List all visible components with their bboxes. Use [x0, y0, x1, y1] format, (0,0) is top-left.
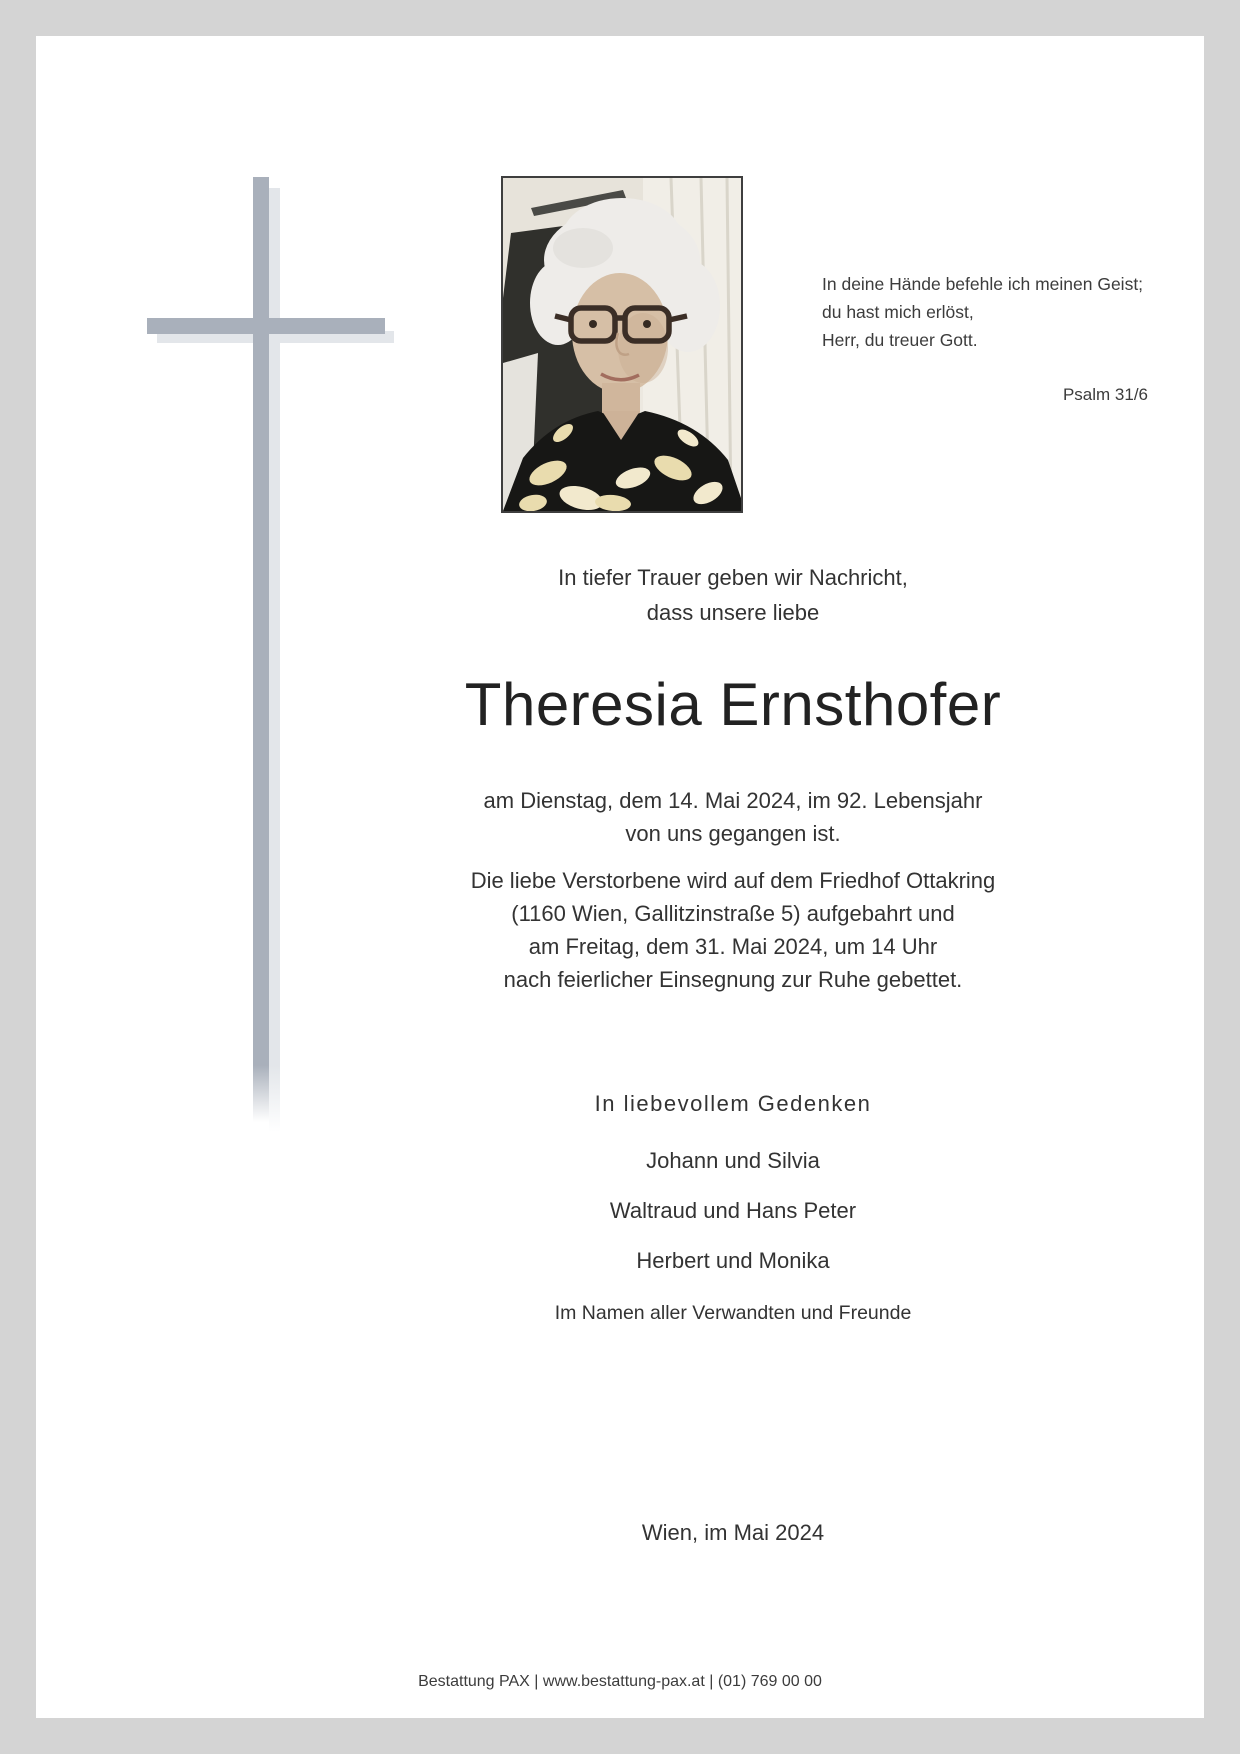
cross-horizontal-bar	[147, 318, 385, 334]
quote-line: In deine Hände befehle ich meinen Geist;	[822, 274, 1144, 294]
funeral-details	[336, 864, 1130, 996]
portrait-photo	[501, 176, 743, 513]
mourner-name: Johann und Silvia	[646, 1148, 820, 1173]
funeral-line: Die liebe Verstorbene wird auf dem Friedhof Ottakring	[470, 868, 996, 893]
footer-separator: |	[529, 1673, 543, 1690]
mourner-name: Herbert und Monika	[636, 1248, 830, 1273]
funeral-line: am Freitag, dem 31. Mai 2024, um 14 Uhr	[528, 934, 938, 959]
scripture-quote	[822, 270, 1148, 409]
funeral-line: (1160 Wien, Gallitzinstraße 5) aufgebahrt und	[511, 901, 955, 926]
footer-separator: |	[704, 1673, 718, 1690]
quote-line: du hast mich erlöst,	[822, 302, 974, 322]
footer-company: Bestattung PAX	[418, 1673, 530, 1690]
announcement-intro	[336, 560, 1130, 630]
intro-line: dass unsere liebe	[646, 600, 820, 625]
mourner-name: Waltraud und Hans Peter	[609, 1198, 857, 1223]
psalm-reference: Psalm 31/6	[1062, 385, 1148, 404]
mourners-closing: Im Namen aller Verwandten und Freunde	[554, 1302, 912, 1324]
place-dateline: Wien, im Mai 2024	[641, 1520, 825, 1545]
funeral-home-footer	[0, 1670, 1240, 1694]
footer-website: www.bestattung-pax.at	[542, 1673, 705, 1690]
intro-line: In tiefer Trauer geben wir Nachricht,	[558, 565, 908, 590]
portrait-illustration	[503, 178, 741, 511]
memorial-heading: In liebevollem Gedenken	[594, 1091, 872, 1116]
quote-line: Herr, du treuer Gott.	[822, 330, 978, 350]
deceased-name: Theresia Ernsthofer	[464, 671, 1002, 738]
death-date-text	[336, 784, 1130, 850]
death-line: von uns gegangen ist.	[625, 821, 841, 846]
funeral-line: nach feierlicher Einsegnung zur Ruhe gebettet.	[503, 967, 963, 992]
death-line: am Dienstag, dem 14. Mai 2024, im 92. Lebensjahr	[483, 788, 983, 813]
footer-phone: (01) 769 00 00	[717, 1673, 822, 1690]
